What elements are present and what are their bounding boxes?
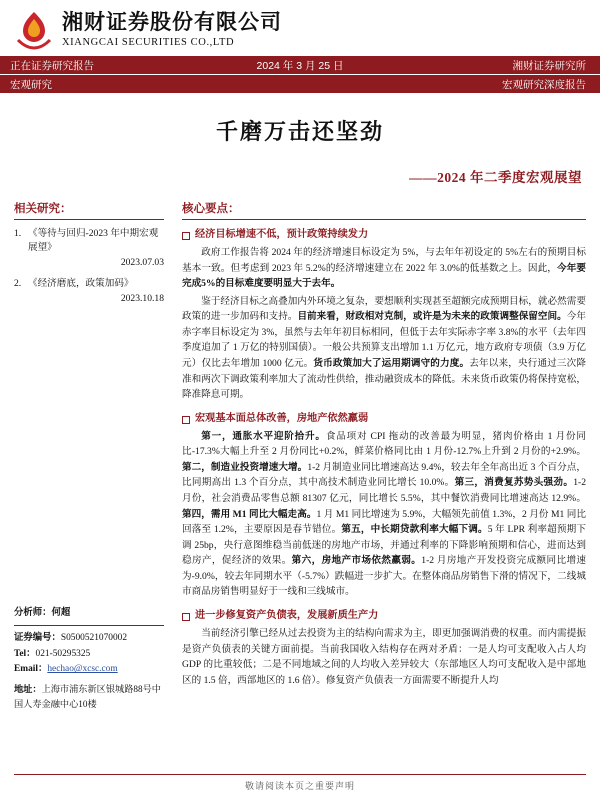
address-value: 上海市浦东新区银城路88号中国人寿金融中心10楼 bbox=[14, 684, 161, 709]
telephone-label: Tel： bbox=[14, 648, 36, 659]
list-item[interactable] bbox=[14, 227, 164, 270]
report-banner-primary bbox=[0, 56, 600, 74]
paragraph: 鉴于经济目标之高叠加内外环境之复杂，要想顺利实现甚至超额完成预期目标，就必然需要政策的进一步加码和支持。目前来看，财政相对克制，或许是为未来的政策调整保留空间。今年赤字率目标设定为 3%，虽然与去年年初目标相同，但低于去年实际赤字率 3.8%的水平（去年四季度追加了 1 万亿的特别国债）。一般公共预算支出增加 1.1 万亿元，地方政府专项债（3.9 万亿元）仅比去年增加 1000 亿元。货币政策加大了运用期调守的力度。去年以来，央行通过三次降准和两次下调政策利率加大了流动性供给，推动融资成本的降低。未来货币政策仍将保持宽松，降准降息可期。 bbox=[182, 295, 587, 401]
xiangcai-flame-logo-icon bbox=[14, 10, 54, 50]
footer-divider bbox=[14, 774, 586, 775]
list-item-date: 2023.10.18 bbox=[120, 292, 164, 304]
page-subtitle: ——2024 年二季度宏观展望 bbox=[409, 170, 582, 185]
paragraph: 政府工作报告将 2024 年的经济增速目标设定为 5%，与去年年初设定的 5%左右的预期目标基本一致。但考虑到 2023 年 5.2%的经济增速建立在 2022 年 3.0%的低基数之上。因此，今年要完成5%的目标难度要明显大于去年。 bbox=[182, 247, 586, 290]
list-item-number: 1. bbox=[14, 228, 22, 239]
list-item-date: 2023.07.03 bbox=[120, 256, 164, 268]
banner-report-type: 正在证券研究报告 bbox=[10, 59, 94, 72]
section-balance-sheet bbox=[182, 609, 586, 688]
analyst-line bbox=[14, 606, 164, 626]
section-heading bbox=[182, 609, 586, 623]
analyst-contact-block bbox=[14, 606, 164, 711]
email-line[interactable] bbox=[14, 662, 164, 678]
section-heading bbox=[182, 412, 586, 426]
list-item[interactable] bbox=[14, 277, 164, 306]
title-block bbox=[0, 115, 600, 146]
page-footer bbox=[0, 774, 600, 792]
report-banner-secondary bbox=[0, 75, 600, 93]
banner-subcategory: 宏观研究深度报告 bbox=[502, 78, 586, 91]
core-points-heading: 核心要点： bbox=[182, 200, 586, 220]
page-title: 千磨万击还坚劲 bbox=[215, 119, 384, 144]
banner-institute: 湘财证券研究所 bbox=[512, 59, 586, 72]
left-sidebar bbox=[14, 200, 174, 711]
analyst-name: 何超 bbox=[51, 607, 71, 618]
section-heading bbox=[182, 228, 586, 242]
related-research-list bbox=[14, 227, 164, 306]
paragraph: 当前经济引擎已经从过去投资为主的结构向需求为主，即更加强调消费的权重。而内需提振是资产负债表的关键方面前提。当前我国收入结构存在两对矛盾：一是人均可支配收入占人均 GDP 的比重较低；二是不同地域之间的人均收入差异较大（东部地区人均可支配收入是中部地区的 1.5 倍，西部地区的 1.6 倍）。修复资产负债表一方面需要不断提升人均 bbox=[182, 628, 586, 686]
telephone-value: 021-50295325 bbox=[35, 648, 91, 659]
section-heading-text: 经济目标增速不低，预计政策持续发力 bbox=[195, 229, 369, 240]
brand-block bbox=[62, 10, 282, 50]
telephone-line bbox=[14, 647, 164, 663]
certificate-line bbox=[14, 631, 164, 647]
list-item-title: 《等待与回归-2023 年中期宏观展望》 bbox=[28, 228, 159, 253]
masthead bbox=[0, 0, 600, 56]
body-columns bbox=[0, 200, 600, 711]
section-macro-fundamentals bbox=[182, 412, 586, 600]
certificate-value: S0500521070002 bbox=[60, 632, 128, 643]
banner-date: 2024 年 3 月 25 日 bbox=[256, 59, 344, 72]
section-heading-text: 宏观基本面总体改善，房地产依然羸弱 bbox=[195, 412, 369, 424]
address-label: 地址： bbox=[14, 684, 42, 695]
paragraph: 第一，通胀水平迎阶拾升。食品项对 CPI 拖动的改善最为明显，猪肉价格由 1 月份同比-17.3%大幅上升至 2 月份同比+0.2%，鲜菜价格同比由 1 月份-12.7%上升到 2 月份的+2.9%。第二，制造业投资增速大增。1-2 月制造业同比增速高达 9.4%，较去年全年高出近 3 个百分点，比同期高出 1.3 个百分点，其中高技术制造业同比增长 10.0%。第三，消费复苏势头强劲。1-2 月份，社会消费品零售总额 81307 亿元，同比增长 5.5%，其中餐饮消费同比增速高达 12.9%。第四，需用 M1 同比大幅走高。1 月 M1 同比增速为 5.9%，大幅领先前值 1.3%，2 月份 M1 同比回落至 1.2%，主要原因是春节错位。第五，中长期贷款利率大幅下调。5 年 LPR 利率超预期下调 25bp，央行意图维稳当前低迷的房地产市场，并通过利率的下降影响预期和信心，进而达到稳房产，促经济的效果。第六，房地产市场依然羸弱。1-2 月房地产开发投资完成额同比增速为-9.0%，较去年同期水平（-5.7%）跌幅进一步扩大。在整体商品房销售下滑的情况下，二线城市商品房销售明显好于一线和三线城市。 bbox=[182, 430, 587, 598]
related-research-heading: 相关研究： bbox=[14, 200, 164, 220]
bullet-square-icon bbox=[182, 613, 190, 621]
banner-category: 宏观研究 bbox=[10, 78, 52, 91]
analyst-label: 分析师： bbox=[14, 607, 52, 618]
list-item-title: 《经济磨底，政策加码》 bbox=[28, 277, 134, 289]
brand-name-en: XIANGCAI SECURITIES CO.,LTD bbox=[62, 37, 235, 49]
section-economic-target bbox=[182, 228, 586, 403]
certificate-label: 证券编号： bbox=[14, 632, 61, 643]
footer-disclaimer: 敬请阅读本页之重要声明 bbox=[244, 781, 355, 791]
email-label: Email： bbox=[14, 664, 48, 675]
section-heading-text: 进一步修复资产负债表，发展新质生产力 bbox=[195, 609, 379, 621]
bullet-square-icon bbox=[182, 416, 190, 424]
list-item-number: 2. bbox=[14, 277, 22, 289]
email-value[interactable]: hechao@xcsc.com bbox=[47, 664, 118, 675]
brand-name-cn: 湘财证券股份有限公司 bbox=[62, 10, 282, 35]
main-content bbox=[174, 200, 586, 711]
address-line bbox=[14, 682, 164, 711]
bullet-square-icon bbox=[182, 232, 190, 240]
